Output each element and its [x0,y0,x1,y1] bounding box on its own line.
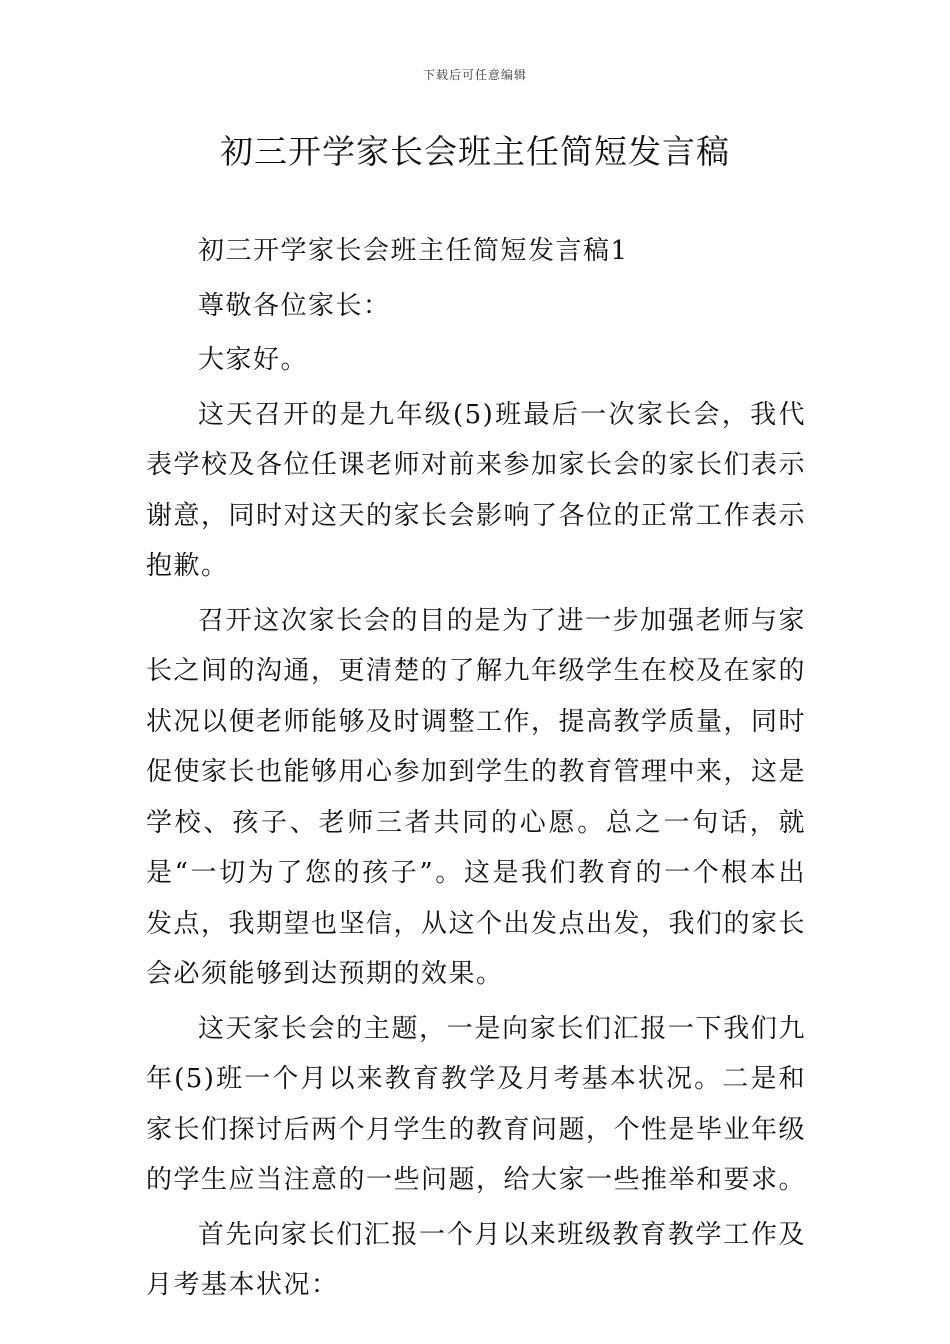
paragraph-subtitle: 初三开学家长会班主任简短发言稿1 [198,236,629,266]
paragraph-report-intro: 首先向家长们汇报一个月以来班级教育教学工作及月考基本状况： [146,1219,806,1300]
paragraph-opening: 这天召开的是九年级(5)班最后一次家长会，我代表学校及各位任课老师对前来参加家长会的家长们表示谢意，同时对这天的家长会影响了各位的正常工作表示抱歉。 [146,399,807,581]
paragraph-greeting: 大家好。 [198,345,309,375]
paragraph-theme: 这天家长会的主题，一是向家长们汇报一下我们九年(5)班一个月以来教育教学及月考基本状况。二是和家长们探讨后两个月学生的教育问题，个性是毕业年级的学生应当注意的一些问题，给大家一些推举和要求。 [146,1013,807,1195]
header-note: 下载后可任意编辑 [422,68,527,82]
paragraph-purpose: 召开这次家长会的目的是为了进一步加强老师与家长之间的沟通，更清楚的了解九年级学生在校及在家的状况以便老师能够及时调整工作，提高教学质量，同时促使家长也能够用心参加到学生的教育管理中来，这是学校、孩子、老师三者共同的心愿。总之一句话，就是“一切为了您的孩子”。这是我们教育的一个根本出发点，我期望也坚信，从这个出发点出发，我们的家长会必须能够到达预期的效果。 [146,605,807,989]
paragraph-salutation: 尊敬各位家长： [198,290,391,321]
document-title: 初三开学家长会班主任简短发言稿 [220,132,730,171]
document-body [146,226,806,1315]
